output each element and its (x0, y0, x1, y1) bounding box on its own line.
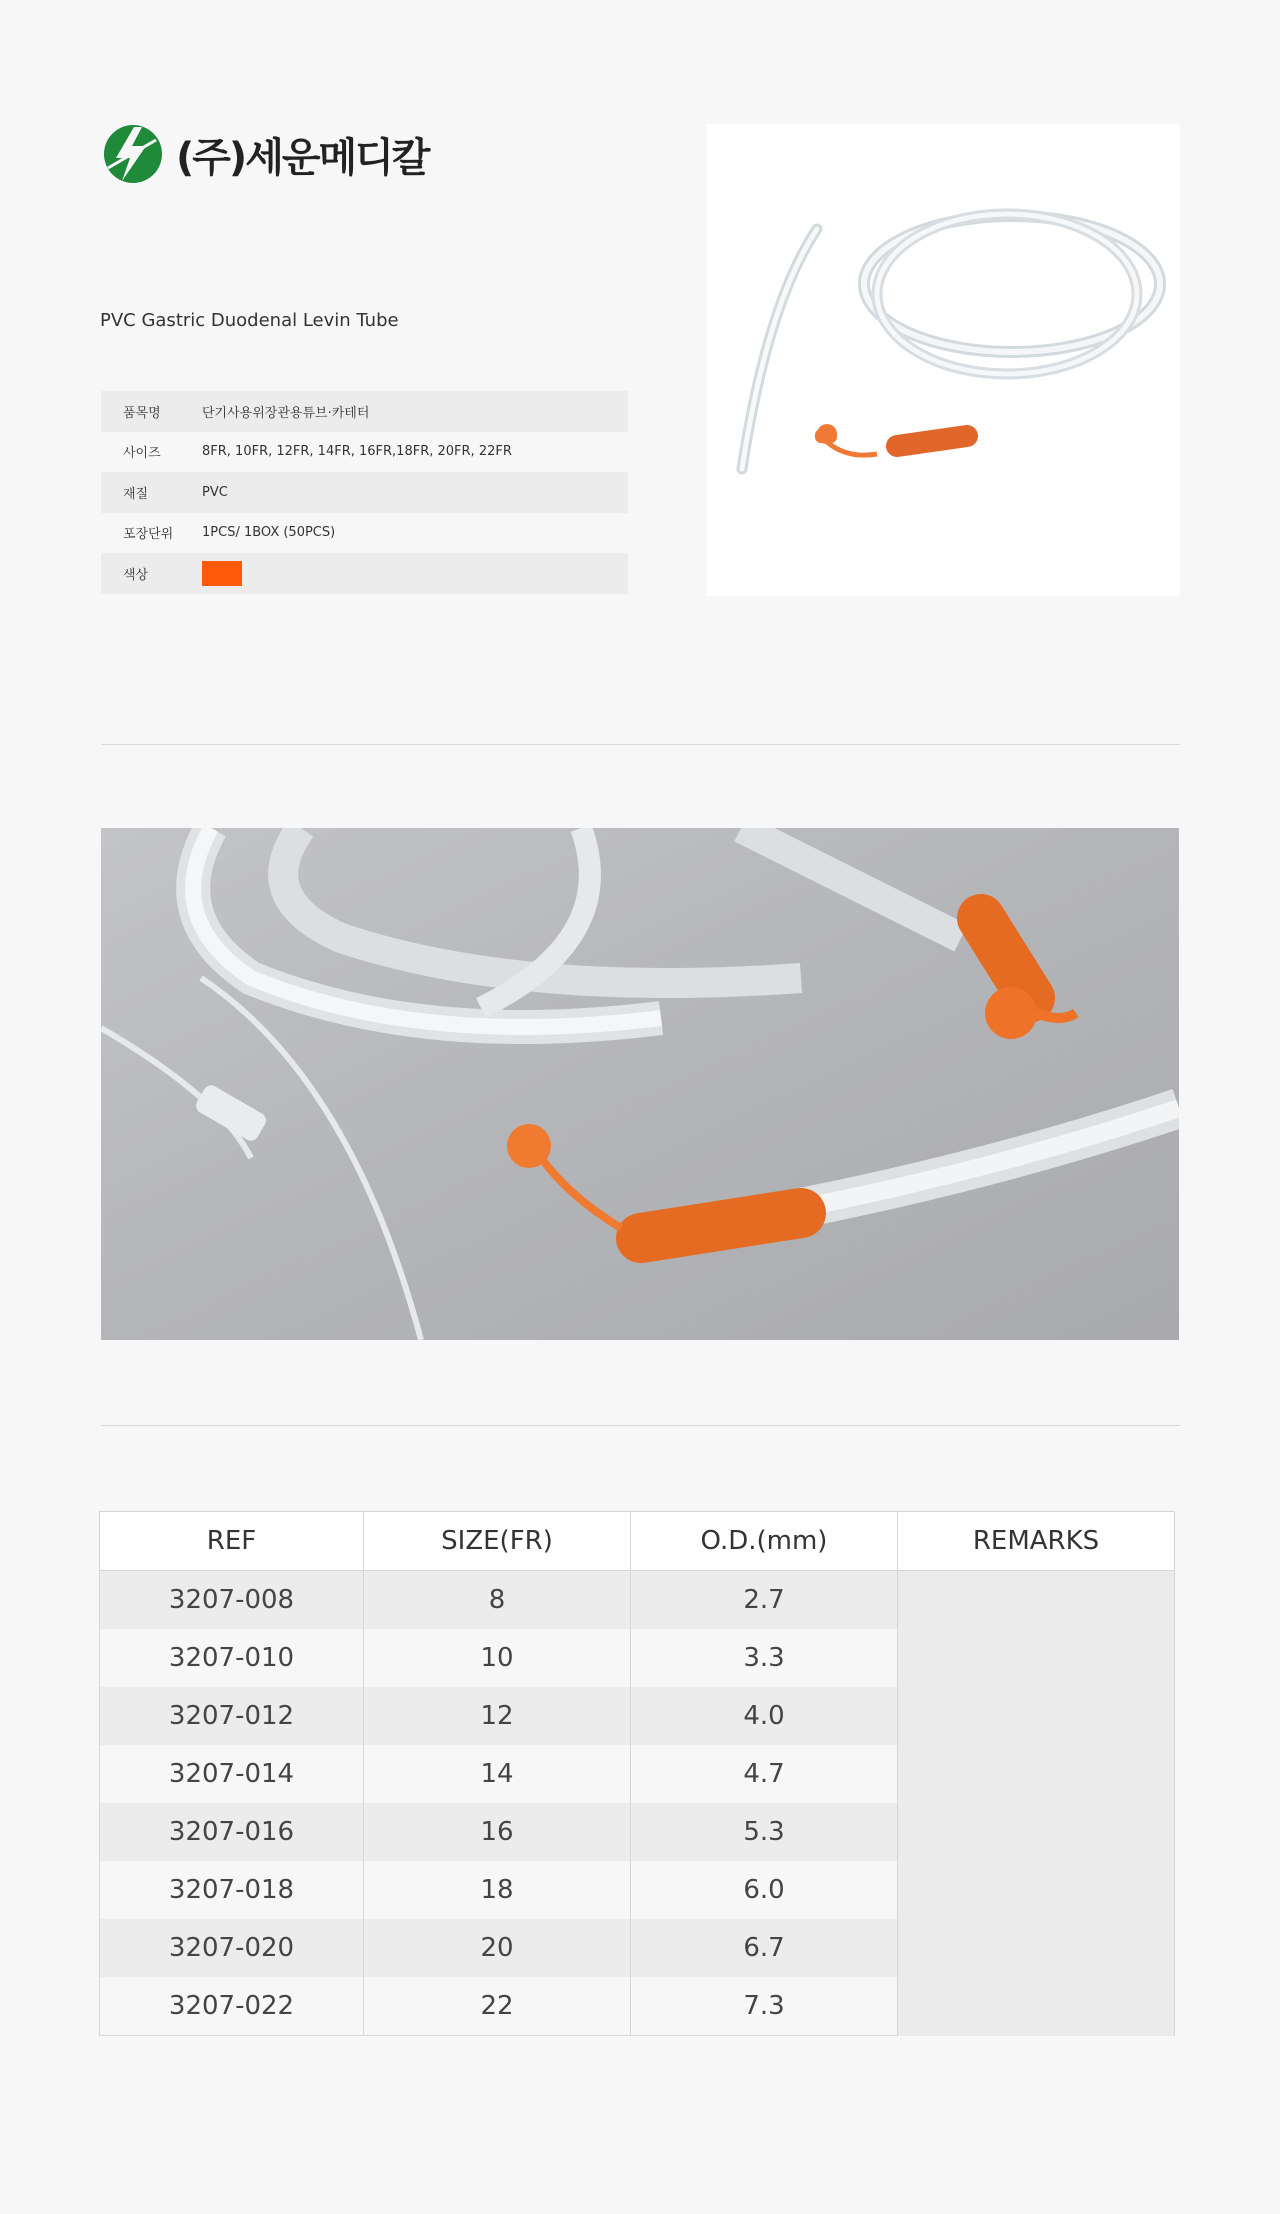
size-cell: 22 (364, 1977, 631, 2036)
spec-row (101, 432, 628, 473)
spec-row (101, 513, 628, 554)
color-swatch (202, 561, 242, 586)
ref-cell: 3207-022 (100, 1977, 364, 2036)
spec-row (101, 391, 628, 432)
company-logo (100, 124, 428, 184)
size-cell: 10 (364, 1629, 631, 1687)
remarks-cell (898, 1571, 1175, 2036)
ref-cell: 3207-008 (100, 1571, 364, 1630)
product-image-coiled-tube (707, 124, 1180, 596)
divider (101, 744, 1180, 745)
size-cell: 18 (364, 1861, 631, 1919)
spec-value: 8FR, 10FR, 12FR, 14FR, 16FR,18FR, 20FR, 22FR (202, 432, 628, 473)
size-cell: 20 (364, 1919, 631, 1977)
ref-cell: 3207-010 (100, 1629, 364, 1687)
ref-cell: 3207-016 (100, 1803, 364, 1861)
ref-cell: 3207-020 (100, 1919, 364, 1977)
ref-cell: 3207-018 (100, 1861, 364, 1919)
ref-cell: 3207-012 (100, 1687, 364, 1745)
size-cell: 12 (364, 1687, 631, 1745)
divider (101, 1425, 1180, 1426)
product-image-closeup (101, 828, 1179, 1340)
od-cell: 5.3 (631, 1803, 898, 1861)
od-cell: 3.3 (631, 1629, 898, 1687)
od-cell: 4.7 (631, 1745, 898, 1803)
ref-table (99, 1511, 1175, 2036)
spec-row (101, 472, 628, 513)
size-cell: 16 (364, 1803, 631, 1861)
column-header-ref: REF (100, 1512, 364, 1571)
table-row (100, 1571, 1175, 1630)
od-cell: 6.7 (631, 1919, 898, 1977)
spec-value: PVC (202, 472, 628, 513)
od-cell: 6.0 (631, 1861, 898, 1919)
spec-key: 품목명 (101, 391, 202, 432)
spec-key: 재질 (101, 472, 202, 513)
od-cell: 7.3 (631, 1977, 898, 2036)
size-cell: 8 (364, 1571, 631, 1630)
size-cell: 14 (364, 1745, 631, 1803)
spec-table (101, 391, 628, 594)
column-header-remarks: REMARKS (898, 1512, 1175, 1571)
ref-cell: 3207-014 (100, 1745, 364, 1803)
ref-table-header (100, 1512, 1175, 1571)
spec-key: 사이즈 (101, 432, 202, 473)
od-cell: 2.7 (631, 1571, 898, 1630)
spec-value: 단기사용위장관용튜브·카테터 (202, 391, 628, 432)
logo-text: (주)세운메디칼 (176, 134, 429, 181)
column-header-od: O.D.(mm) (631, 1512, 898, 1571)
closeup-tube-illustration (101, 828, 1179, 1340)
spec-key: 색상 (101, 553, 202, 594)
spec-key: 포장단위 (101, 513, 202, 554)
od-cell: 4.0 (631, 1687, 898, 1745)
spec-value: 1PCS/ 1BOX (50PCS) (202, 513, 628, 554)
coiled-tube-illustration (707, 124, 1180, 596)
logo-mark-icon (100, 124, 166, 184)
spec-value (202, 553, 628, 594)
column-header-size: SIZE(FR) (364, 1512, 631, 1571)
spec-row (101, 553, 628, 594)
product-title: PVC Gastric Duodenal Levin Tube (100, 310, 399, 331)
